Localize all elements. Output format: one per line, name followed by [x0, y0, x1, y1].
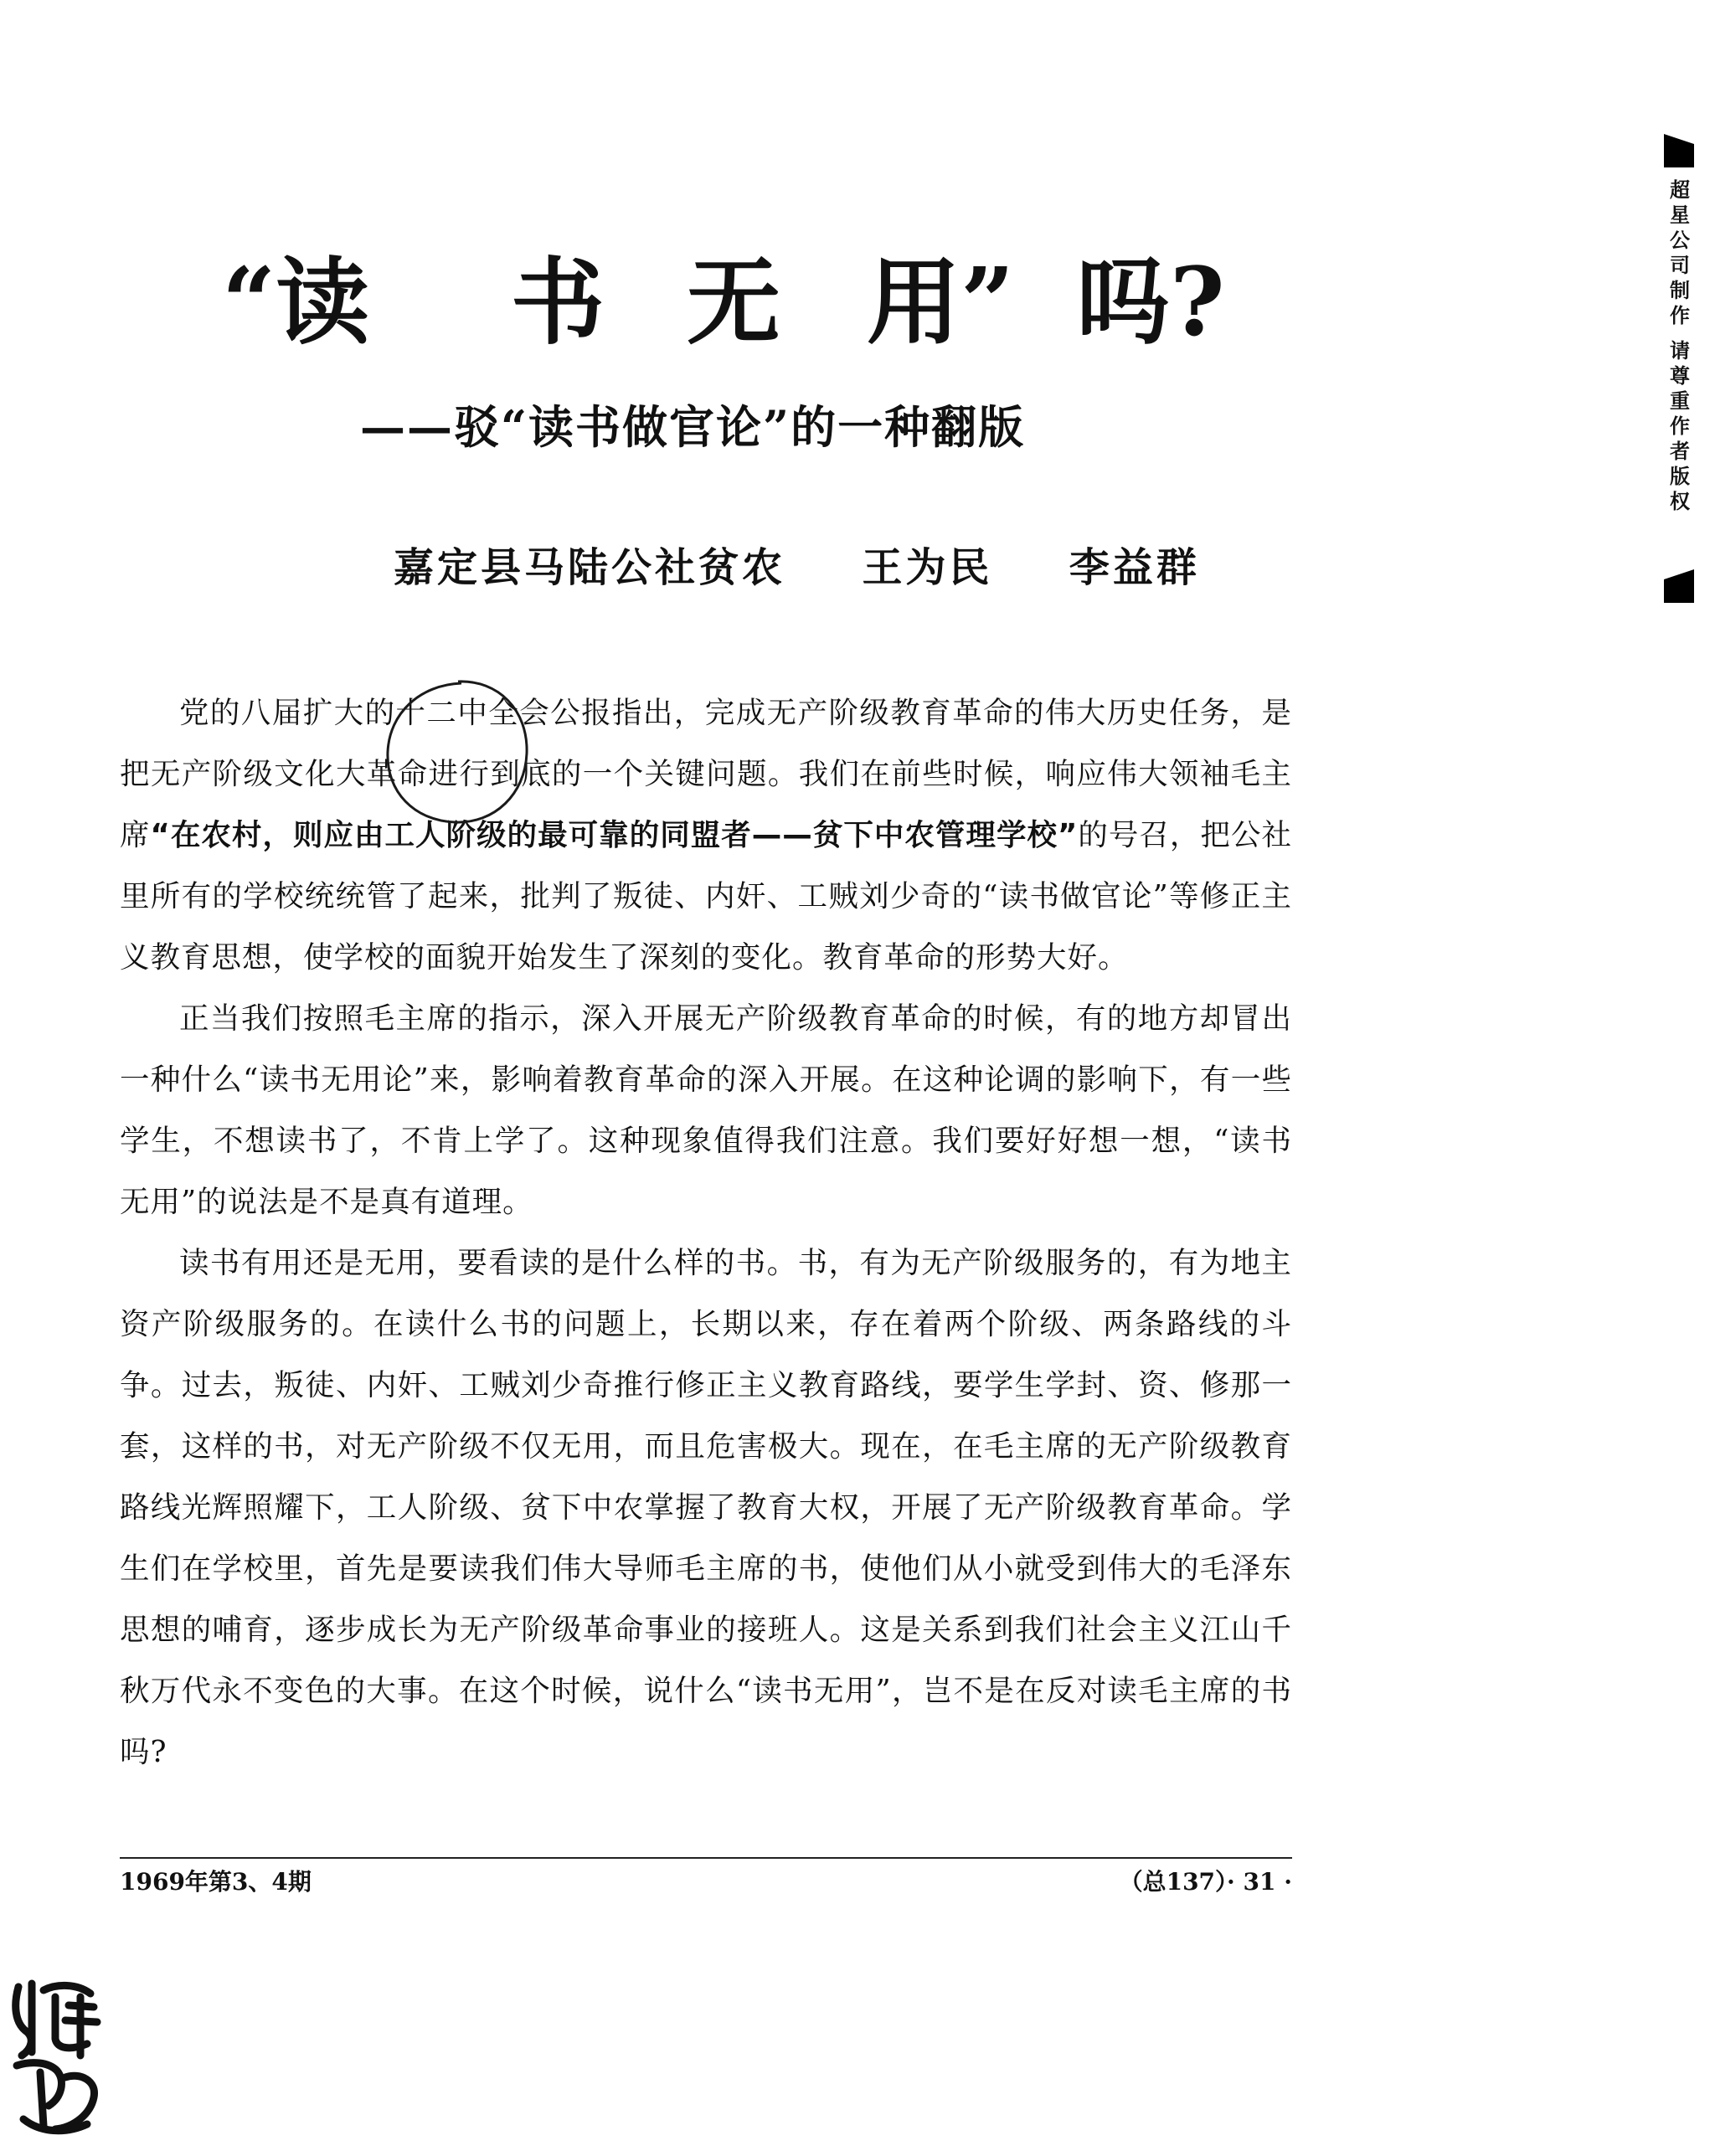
title-part-3: 无 — [687, 248, 780, 358]
copyright-notice — [1662, 178, 1697, 514]
paragraph-2: 正当我们按照毛主席的指示，深入开展无产阶级教育革命的时候，有的地方却冒出一种什么“读书无用论”来，影响着教育革命的深入开展。在这种论调的影响下，有一些学生，不想读书了，不肯上学了。这种现象值得我们注意。我们要好好想一想，“读书无用”的说法是不是真有道理。 — [120, 1001, 1292, 1219]
title-part-5: 吗? — [1076, 248, 1225, 358]
paragraph-1-text-a: 党的八届扩大的十二中全会公报指出，完成无产阶级教育革命的伟大历史任务，是把无产阶级文化大革命进行到底的一个关键问题。我们在前些时候，响应伟大领袖毛主席 — [120, 696, 1292, 852]
article-body — [120, 682, 1292, 1783]
paragraph-3: 读书有用还是无用，要看读的是什么样的书。书，有为无产阶级服务的，有为地主资产阶级服务的。在读什么书的问题上，长期以来，存在着两个阶级、两条路线的斗争。过去，叛徒、内奸、工贼刘少奇推行修正主义教育路线，要学生学封、资、修那一套，这样的书，对无产阶级不仅无用，而且危害极大。现在，在毛主席的无产阶级教育路线光辉照耀下，工人阶级、贫下中农掌握了教育大权，开展了无产阶级教育革命。学生们在学校里，首先是要读我们伟大导师毛主席的书，使他们从小就受到伟大的毛泽东思想的哺育，逐步成长为无产阶级革命事业的接班人。这是关系到我们社会主义江山千秋万代永不变色的大事。在这个时候，说什么“读书无用”，岂不是在反对读毛主席的书吗? — [120, 1246, 1292, 1769]
side-strip-top-bar — [1664, 134, 1694, 167]
copyright-line-2: 请尊重作者版权 — [1670, 339, 1690, 513]
title-part-4: 用” — [867, 248, 1015, 358]
byline-author-1: 王为民 — [862, 544, 993, 591]
copyright-line-1: 超星公司制作 — [1670, 178, 1690, 327]
byline-author-2: 李益群 — [1069, 544, 1200, 591]
paragraph-1-text-b: 的号召，把公社里所有的学校统统管了起来，批判了叛徒、内奸、工贼刘少奇的“读书做官论”等修正主义教育思想，使学校的面貌开始发生了深刻的变化。教育革命的形势大好。 — [120, 818, 1292, 975]
side-strip-bottom-bar — [1664, 569, 1694, 603]
title-part-1: “读 — [222, 248, 370, 358]
chairman-quote: “在农村，则应由工人阶级的最可靠的同盟者——贫下中农管理学校” — [150, 818, 1079, 852]
copyright-side-strip — [1662, 134, 1697, 603]
paragraph-1 — [120, 682, 1292, 988]
footer-page-number: （总137）· 31 · — [1119, 1868, 1292, 1896]
footer-issue: 1969年第3、4期 — [120, 1868, 312, 1896]
byline-organization: 嘉定县马陆公社贫农 — [394, 544, 786, 591]
title-part-2: 书 — [511, 248, 605, 358]
seal-stamp — [7, 1972, 107, 2139]
article-subtitle: ——驳“读书做官论”的一种翻版 — [360, 400, 1026, 454]
article-byline — [394, 534, 1200, 601]
footer-divider — [120, 1857, 1292, 1859]
article-title — [222, 244, 1260, 362]
